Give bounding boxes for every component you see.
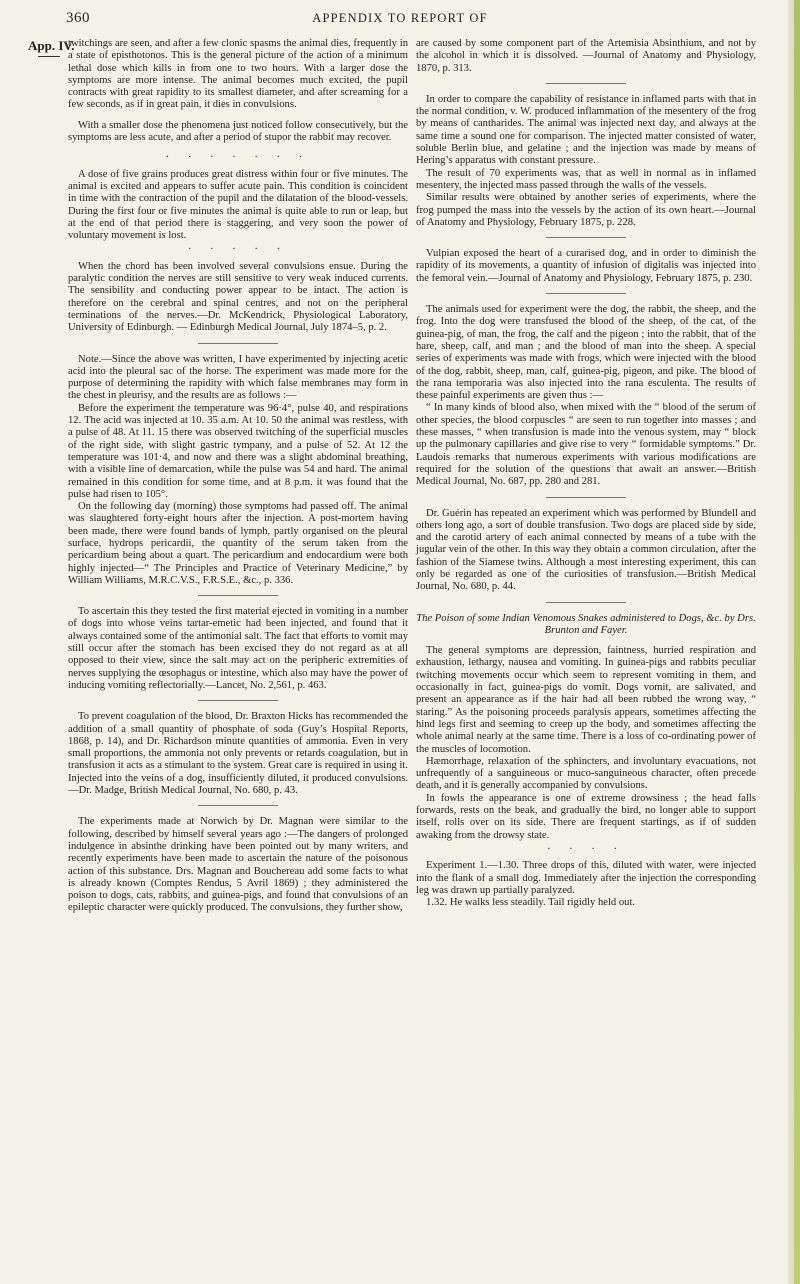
- right-column: [416, 38, 756, 909]
- margin-dash: [38, 56, 60, 57]
- ellipsis-divider: · · · · · · ·: [165, 152, 311, 164]
- page-number: 360: [66, 10, 90, 26]
- section-divider: [546, 497, 626, 498]
- paragraph: The general symptoms are depression, faintness, hurried respiration and exhaustion, lethargy, nausea and vomiting. In guinea-pigs and rabbits peculiar twitching movements occur which seem to represent vomiting in them, and occasionally in fact, guinea-pigs do vomit. Dogs vomit, are salivated, and present an appearance as if the hair had all been rubbed the wrong way, “ staring.” As the poisoning proceeds paralysis appears, sometimes affecting the hind legs first and seeming to creep up the body, and sometimes affecting the whole animal nearly at the same time. There is a loss of co-ordinating power of the muscles of locomotion.: [416, 645, 756, 755]
- paragraph: Similar results were obtained by another series of experiments, where the frog pumped the mass into the vessels by the action of its own heart.—Journal of Anatomy and Physiology, February 1875, p. 228.: [416, 192, 756, 228]
- paragraph: The animals used for experiment were the dog, the rabbit, the sheep, and the frog. Into the dog were transfused the blood of the sheep, of the cat, of the guinea-pig, of man, the frog, the calf and the pigeon ; into the rabbit, that of the hare, sheep, calf, and man ; and the blood of man into the sheep. A special series of experiments was made with frogs, which were injected with the blood of the dog, rabbit, sheep, man, calf, guinea-pig, pigeon, and pike. The blood of the rana temporaria was also injected into the rana esculenta. The results of these painful experiments are given thus :—: [416, 304, 756, 402]
- section-divider: [198, 805, 278, 806]
- paragraph: The result of 70 experiments was, that as well in normal as in inflamed mesentery, the injected mass passed through the walls of the vessels.: [416, 167, 756, 191]
- section-divider: [546, 83, 626, 84]
- paragraph: Experiment 1.—1.30. Three drops of this, diluted with water, were injected into the flank of a small dog. Immediately after the injection the corresponding leg was drawn up partially paralyzed.: [416, 860, 756, 896]
- section-divider: [198, 700, 278, 701]
- paragraph: In order to compare the capability of resistance in inflamed parts with that in the normal condition, v. W. produced inflammation of the mesentery of the frog by means of cantharides. The animal was injected next day, and always at the same time a sound one for comparison. The injected matter consisted of water, soluble Berlin blue, and gelatine ; and the injection was made by means of Hering’s apparatus with constant pressure.: [416, 93, 756, 167]
- section-divider: [198, 595, 278, 596]
- paragraph: Vulpian exposed the heart of a curarised dog, and in order to diminish the rapidity of its movements, a quantity of infusion of digitalis was injected into the femoral vein.—Journal of Anatomy and Physiology, February 1875, p. 230.: [416, 248, 756, 284]
- section-divider: [546, 237, 626, 238]
- paragraph: A dose of five grains produces great distress within four or five minutes. The animal is excited and appears to suffer acute pain. This condition is coincident in time with the contraction of the pupil and the dilatation of the blood-vessels. During the first four or five minutes the animal is quite able to run or leap, but at the end of that period there is staggering, and very soon the power of voluntary movement is lost.: [68, 168, 408, 242]
- ellipsis-divider: · · · · ·: [187, 244, 289, 256]
- paragraph: To prevent coagulation of the blood, Dr. Braxton Hicks has recommended the addition of a small quantity of phosphate of soda (Guy’s Hospital Reports, 1868, p. 14), and Dr. Richardson minute quantities of ammonia. Even in very small proportions, the ammonia not only prevents or retards coagulation, but in transfusion it acts as a stimulant to the system. Great care is required in using it. Injected into the veins of a dog, insufficiently diluted, it produced convulsions.—Dr. Madge, British Medical Journal, No. 680, p. 43.: [68, 711, 408, 797]
- section-divider: [546, 293, 626, 294]
- paragraph: The experiments made at Norwich by Dr. Magnan were similar to the following, described by himself several years ago :—The dangers of prolonged indulgence in absinthe drinking have been pointed out by many writers, and recently experiments have been made to ascertain the nature of the poisonous action of this substance. Drs. Magnan and Bouchereau add some facts to what is already known (Comptes Rendus, 5 Avril 1869) ; they administered the poison to dogs, cats, rabbits, and guinea-pigs, and found that convulsions of an epileptic character were quickly produced. The convulsions, they further show,: [68, 816, 408, 914]
- paragraph: are caused by some component part of the Artemisia Absinthium, and not by the alcohol in which it is dissolved. —Journal of Anatomy and Physiology, 1870, p. 313.: [416, 38, 756, 74]
- running-head: APPENDIX TO REPORT OF: [312, 11, 488, 25]
- paragraph: 1.32. He walks less steadily. Tail rigidly held out.: [426, 897, 636, 909]
- note-paragraph: Note.—Since the above was written, I have experimented by injecting acetic acid into the pleural sac of the horse. The experiment was made more for the purpose of determining the rapidity with which false membranes may form in the chest in pleurisy, and the results are as follows :—: [68, 353, 408, 402]
- page-header: [0, 6, 800, 32]
- section-divider: [198, 343, 278, 344]
- left-column: [68, 38, 408, 923]
- section-divider: [546, 602, 626, 603]
- margin-label: App. IV.: [28, 38, 75, 53]
- paragraph: On the following day (morning) those symptoms had passed off. The animal was slaughtered forty-eight hours after the injection. A post-mortem having been made, there were found bands of lymph, partly organised on the pleural surface, hydrops pericardii, the quantity of the serum taken from the pericardium being about a quart. The pericardium and endocardium were both highly injected—“ The Principles and Practice of Veterinary Medicine,” by William Williams, M.R.C.V.S., F.R.S.E., &c., p. 336.: [68, 501, 408, 586]
- paragraph: Hæmorrhage, relaxation of the sphincters, and involuntary evacuations, not unfrequently of a sanguineous or muco-sanguineous character, often precede death, and it is generally accompanied by convulsions.: [416, 755, 756, 792]
- paragraph: Before the experiment the temperature was 96·4°, pulse 40, and respirations 12. The acid was injected at 10. 35 a.m. At 10. 50 the animal was restless, with a pulse of 48. At 11. 15 there was observed twitching of the superficial muscles of the right side, with slight gastric tympany, and a pulse of 52. At 12 the temperature was 101·4, and now and there was a slight abdominal breathing, with a visible line of demarcation, while the pulse was 54 and hard. The animal remained in this condition for some time, and at 8 p.m. it was found that the pulse had risen to 105°.: [68, 402, 408, 500]
- paragraph: To ascertain this they tested the first material ejected in vomiting in a number of dogs into whose veins tartar-emetic had been injected, and found that it always contained some of the antimonial salt. The fact that efforts to vomit may still occur after the stomach has been excised they do not regard as at all opposed to their view, since the salt may act on the peripheric extremities of nerves supplying the œsophagus or intestine, which also may have the power of inducing vomiting reflectorially.—Lancet, No. 2,561, p. 463.: [68, 606, 408, 691]
- section-heading: The Poison of some Indian Venomous Snakes administered to Dogs, &c. by Drs. Brunton and Fayer.: [416, 612, 756, 636]
- paragraph: When the chord has been involved several convulsions ensue. During the paralytic condition the nerves are still sensitive to very weak induced currents. The sensibility and conducting power appear to be intact. The action is therefore on the cerebral and spinal centres, and not on the peripheral terminations of the nerves.—Dr. McKendrick, Physiological Laboratory, University of Edinburgh. — Edinburgh Medical Journal, July 1874–5, p. 2.: [68, 260, 408, 334]
- quoted-paragraph: “ In many kinds of blood also, when mixed with the “ blood of the serum of other species, the blood corpuscles “ are seen to run together into masses ; and these masses, “ when transfusion is made into the venous system, may “ block up the pulmonary capillaries and give rise to very “ formidable symptoms.” Dr. Laudois remarks that numerous experiments with various modifications are required for the solution of the questions that await an answer.—British Medical Journal, No. 687, pp. 280 and 281.: [416, 402, 756, 488]
- paragraph: With a smaller dose the phenomena just noticed follow consecutively, but the symptoms are less acute, and after a period of stupor the rabbit may recover.: [68, 119, 408, 144]
- page-edge-tint: [794, 0, 800, 1284]
- paragraph: Dr. Guérin has repeated an experiment which was performed by Blundell and others long ago, a sort of double transfusion. Two dogs are placed side by side, and the carotid artery of each animal connected by means of a tube with the jugular vein of the other. In this way they obtain a common circulation, after the fashion of the Siamese twins. Although a most interesting experiment, this can only be regarded as one of the curiosities of transfusion.—British Medical Journal, No. 680, p. 44.: [416, 507, 756, 593]
- ellipsis-divider: · · · ·: [546, 843, 626, 855]
- paragraph: In fowls the appearance is one of extreme drowsiness ; the head falls forwards, rests on the beak, and gradually the bird, no longer able to support itself, rolls over on its side. There are frequent startings, as if of sudden awaking from the drowsy state.: [416, 792, 756, 841]
- paragraph: twitchings are seen, and after a few clonic spasms the animal dies, frequently in a state of episthotonos. This is the general picture of the action of a minimum lethal dose which kills in from one to two hours. With a larger dose the symptoms are more intense. The animal becomes much excited, the pupil contracts with great rapidity to its smallest diameter, and after screaming for a few seconds, as if in great pain, it dies in convulsions.: [68, 38, 408, 111]
